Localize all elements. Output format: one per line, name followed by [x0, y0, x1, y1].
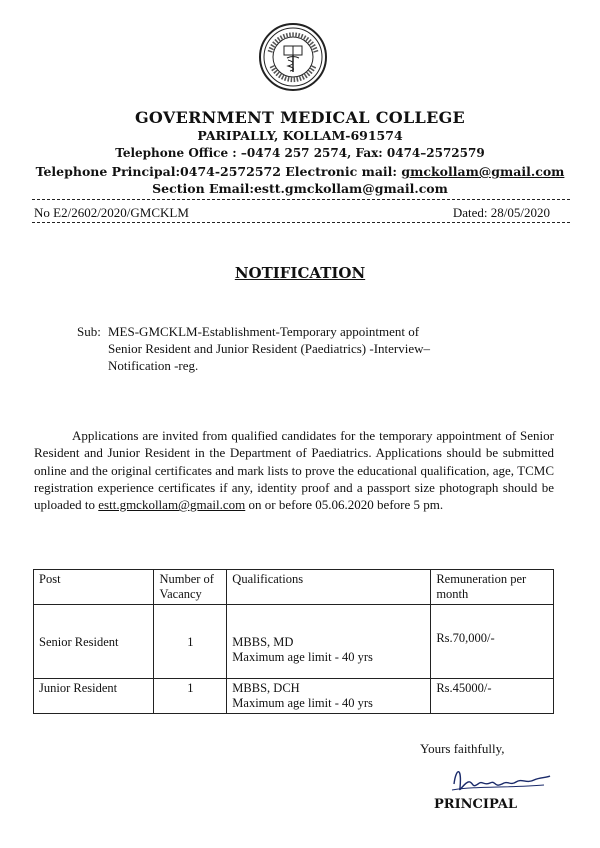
principal-signature [446, 758, 556, 798]
qualification-degree: MBBS, MD [232, 635, 294, 649]
header-qualifications: Qualifications [227, 570, 431, 605]
cell-qualifications [227, 679, 431, 714]
qualification-age-limit: Maximum age limit - 40 yrs [232, 696, 373, 710]
subject-label: Sub: [77, 324, 101, 339]
section-email-label: Section Email: [152, 181, 254, 196]
vacancy-table [33, 569, 554, 714]
telephone-office: Telephone Office : –0474 257 2574, Fax: 0474–2572579 [115, 146, 485, 160]
notification-title: NOTIFICATION [234, 264, 366, 282]
closing-salutation: Yours faithfully, [420, 741, 505, 756]
header-divider-top [32, 199, 570, 200]
principal-designation: PRINCIPAL [434, 797, 518, 812]
cell-remuneration: Rs.45000/- [431, 679, 554, 714]
header-vacancy: Number of Vacancy [154, 570, 227, 605]
header-remuneration: Remuneration per month [431, 570, 554, 605]
college-seal-logo [258, 22, 328, 92]
subject-line-3: Notification -reg. [108, 358, 199, 373]
reference-number: No E2/2602/2020/GMCKLM [34, 205, 189, 220]
body-text-end: on or before 05.06.2020 before 5 pm. [245, 497, 444, 513]
cell-post: Senior Resident [34, 605, 154, 679]
notification-body [34, 427, 554, 513]
header-post: Post [34, 570, 154, 605]
college-name: GOVERNMENT MEDICAL COLLEGE [134, 108, 466, 127]
telephone-principal-text: Telephone Principal:0474-2572572 Electronic mail: [35, 164, 402, 179]
cell-vacancy: 1 [154, 679, 227, 714]
subject-line-2: Senior Resident and Junior Resident (Paediatrics) -Interview– [108, 341, 431, 356]
reference-date: Dated: 28/05/2020 [452, 205, 550, 220]
table-row [34, 679, 554, 714]
cell-post: Junior Resident [34, 679, 154, 714]
cell-remuneration: Rs.70,000/- [431, 605, 554, 679]
section-email [0, 181, 600, 196]
qualification-degree: MBBS, DCH [232, 681, 300, 695]
header-divider-bottom [32, 222, 570, 223]
telephone-principal [0, 164, 600, 179]
body-text: Applications are invited from qualified candidates for the temporary appointment of Senior Resident and Junior Resident in the Department of Paediatrics. Applications should be submitted online and the original certificates and mark lists to prove the educational qualification, age, TCMC registration experience certificates if any, identity proof and a passport size photograph should be uploaded to [34, 428, 554, 513]
cell-qualifications [227, 605, 431, 679]
subject-line-1: MES-GMCKLM-Establishment-Temporary appointment of [108, 324, 420, 339]
table-header-row [34, 570, 554, 605]
cell-vacancy: 1 [154, 605, 227, 679]
section-email-link[interactable]: estt.gmckollam@gmail.com [253, 181, 448, 196]
college-address: PARIPALLY, KOLLAM-691574 [197, 128, 403, 143]
qualification-age-limit: Maximum age limit - 40 yrs [232, 650, 373, 664]
body-email-link[interactable]: estt.gmckollam@gmail.com [98, 497, 246, 513]
table-row [34, 605, 554, 679]
principal-email-link[interactable]: gmckollam@gmail.com [401, 164, 565, 179]
